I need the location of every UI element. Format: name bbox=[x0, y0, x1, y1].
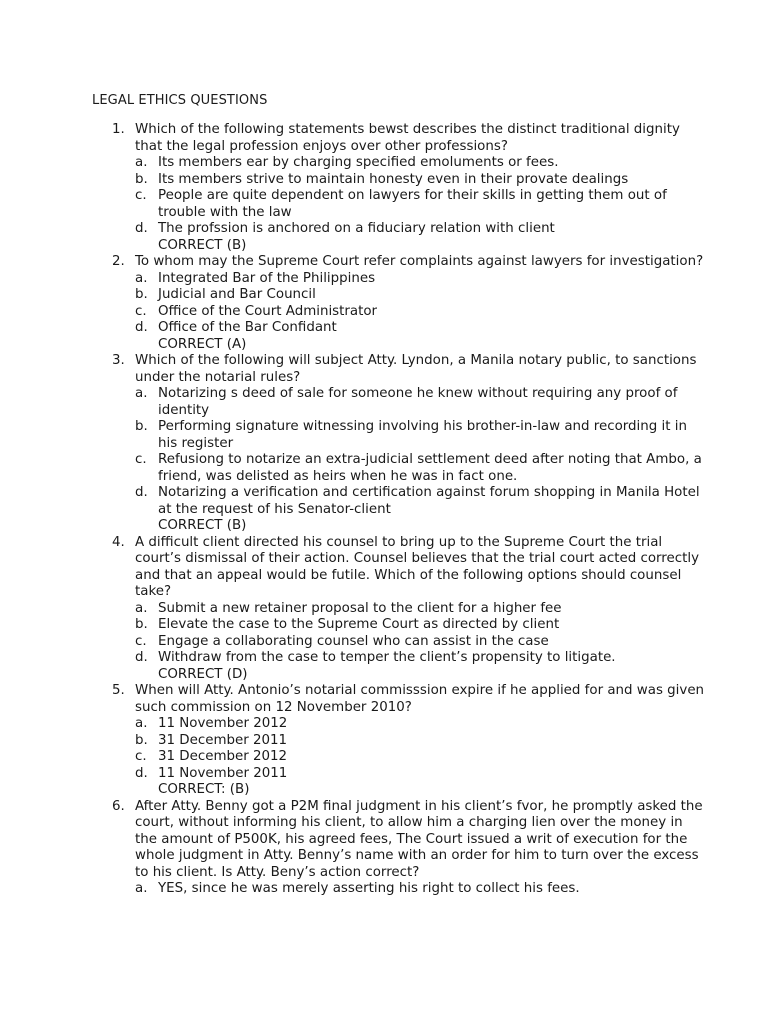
option-letter: b. bbox=[135, 419, 148, 434]
option-list bbox=[135, 386, 708, 518]
option-item bbox=[135, 419, 708, 452]
option-letter: a. bbox=[135, 155, 148, 170]
correct-answer: CORRECT (A) bbox=[158, 336, 247, 352]
option-text: Performing signature witnessing involving his brother-in-law and recording it in his register bbox=[158, 419, 687, 451]
question-number: 6. bbox=[112, 798, 125, 814]
option-text: Notarizing s deed of sale for someone he knew without requiring any proof of identity bbox=[158, 386, 678, 418]
question-item bbox=[92, 122, 708, 254]
question-text: Which of the following will subject Atty. Lyndon, a Manila notary public, to sanctions under the notarial rules? bbox=[135, 353, 697, 385]
option-text: Its members strive to maintain honesty even in their provate dealings bbox=[158, 171, 629, 187]
option-text: The profssion is anchored on a fiduciary relation with client bbox=[158, 221, 555, 236]
option-letter: b. bbox=[135, 732, 148, 748]
option-item bbox=[135, 287, 708, 304]
option-text: Notarizing a verification and certification against forum shopping in Manila Hotel at the request of his Senator-client bbox=[158, 485, 700, 517]
question-item bbox=[92, 254, 708, 353]
option-letter: d. bbox=[135, 650, 148, 665]
option-text: Judicial and Bar Council bbox=[158, 287, 316, 302]
question-number: 1. bbox=[112, 122, 125, 137]
option-text: 11 November 2012 bbox=[158, 716, 288, 731]
question-item bbox=[92, 683, 708, 799]
option-list bbox=[135, 601, 708, 667]
question-number: 4. bbox=[112, 534, 125, 550]
option-list bbox=[135, 155, 708, 238]
question-text: To whom may the Supreme Court refer complaints against lawyers for investigation? bbox=[135, 254, 704, 269]
option-text: People are quite dependent on lawyers for their skills in getting them out of trouble with the law bbox=[158, 188, 667, 220]
option-list bbox=[135, 271, 708, 337]
option-item bbox=[135, 172, 708, 189]
question-item bbox=[92, 353, 708, 535]
question-item bbox=[92, 799, 708, 898]
option-letter: c. bbox=[135, 452, 147, 467]
option-letter: c. bbox=[135, 749, 147, 764]
option-item bbox=[135, 766, 708, 783]
question-number: 3. bbox=[112, 353, 125, 368]
option-letter: c. bbox=[135, 303, 147, 319]
option-letter: d. bbox=[135, 485, 148, 500]
question-list bbox=[92, 122, 708, 898]
question-text: After Atty. Benny got a P2M final judgment in his client’s fvor, he promptly asked the court, without informing his client, to allow him a charging lien over the money in the amount of P500K, his agreed fees, The Court issued a writ of execution for the whole judgment in Atty. Benny’s name with an order for him to turn over the excess to his client. Is Atty. Beny’s action correct? bbox=[135, 798, 703, 880]
option-item bbox=[135, 221, 708, 238]
option-letter: d. bbox=[135, 320, 148, 335]
option-letter: a. bbox=[135, 386, 148, 401]
option-item bbox=[135, 320, 708, 337]
option-text: 11 November 2011 bbox=[158, 765, 288, 781]
question-number: 5. bbox=[112, 683, 125, 698]
option-list bbox=[135, 716, 708, 782]
option-list bbox=[135, 881, 708, 898]
option-item bbox=[135, 601, 708, 618]
option-letter: d. bbox=[135, 221, 148, 236]
correct-answer: CORRECT (B) bbox=[158, 518, 247, 533]
question-text: When will Atty. Antonio’s notarial commisssion expire if he applied for and was given such commission on 12 November 2010? bbox=[135, 683, 705, 715]
option-text: Office of the Bar Confidant bbox=[158, 320, 337, 335]
option-text: Engage a collaborating counsel who can assist in the case bbox=[158, 633, 549, 649]
option-letter: c. bbox=[135, 188, 147, 203]
option-text: Elevate the case to the Supreme Court as directed by client bbox=[158, 617, 560, 632]
option-item bbox=[135, 617, 708, 634]
option-text: 31 December 2012 bbox=[158, 749, 288, 764]
option-text: Refusiong to notarize an extra-judicial settlement deed after noting that Ambo, a friend, was delisted as heirs when he was in fact one. bbox=[158, 452, 702, 484]
option-item bbox=[135, 386, 708, 419]
option-item bbox=[135, 304, 708, 321]
option-letter: a. bbox=[135, 716, 148, 731]
option-letter: a. bbox=[135, 881, 148, 896]
correct-answer: CORRECT (B) bbox=[158, 237, 247, 253]
option-item bbox=[135, 749, 708, 766]
option-letter: a. bbox=[135, 600, 148, 616]
question-item bbox=[92, 535, 708, 684]
correct-answer: CORRECT (D) bbox=[158, 666, 248, 682]
option-letter: c. bbox=[135, 633, 147, 649]
option-item bbox=[135, 452, 708, 485]
option-item bbox=[135, 881, 708, 898]
option-text: YES, since he was merely asserting his right to collect his fees. bbox=[158, 881, 580, 896]
option-letter: a. bbox=[135, 270, 148, 286]
option-text: Integrated Bar of the Philippines bbox=[158, 270, 376, 286]
option-item bbox=[135, 188, 708, 221]
option-letter: b. bbox=[135, 171, 148, 187]
option-text: Withdraw from the case to temper the client’s propensity to litigate. bbox=[158, 650, 616, 665]
option-item bbox=[135, 485, 708, 518]
option-text: Office of the Court Administrator bbox=[158, 303, 378, 319]
option-letter: d. bbox=[135, 765, 148, 781]
correct-answer: CORRECT: (B) bbox=[158, 782, 250, 797]
option-text: Its members ear by charging specified emoluments or fees. bbox=[158, 155, 559, 170]
question-number: 2. bbox=[112, 254, 125, 269]
option-text: Submit a new retainer proposal to the client for a higher fee bbox=[158, 600, 562, 616]
option-item bbox=[135, 634, 708, 651]
option-item bbox=[135, 271, 708, 288]
question-text: A difficult client directed his counsel to bring up to the Supreme Court the trial court’s dismissal of their action. Counsel believes that the trial court acted correctly and that an appeal would be futile. Which of the following options should counsel take? bbox=[135, 534, 699, 599]
question-text: Which of the following statements bewst describes the distinct traditional dignity that the legal profession enjoys over other professions? bbox=[135, 122, 680, 154]
option-item bbox=[135, 733, 708, 750]
option-letter: b. bbox=[135, 617, 148, 632]
document-title: LEGAL ETHICS QUESTIONS bbox=[92, 93, 268, 108]
option-item bbox=[135, 155, 708, 172]
option-letter: b. bbox=[135, 287, 148, 302]
option-text: 31 December 2011 bbox=[158, 732, 288, 748]
option-item bbox=[135, 716, 708, 733]
option-item bbox=[135, 650, 708, 667]
